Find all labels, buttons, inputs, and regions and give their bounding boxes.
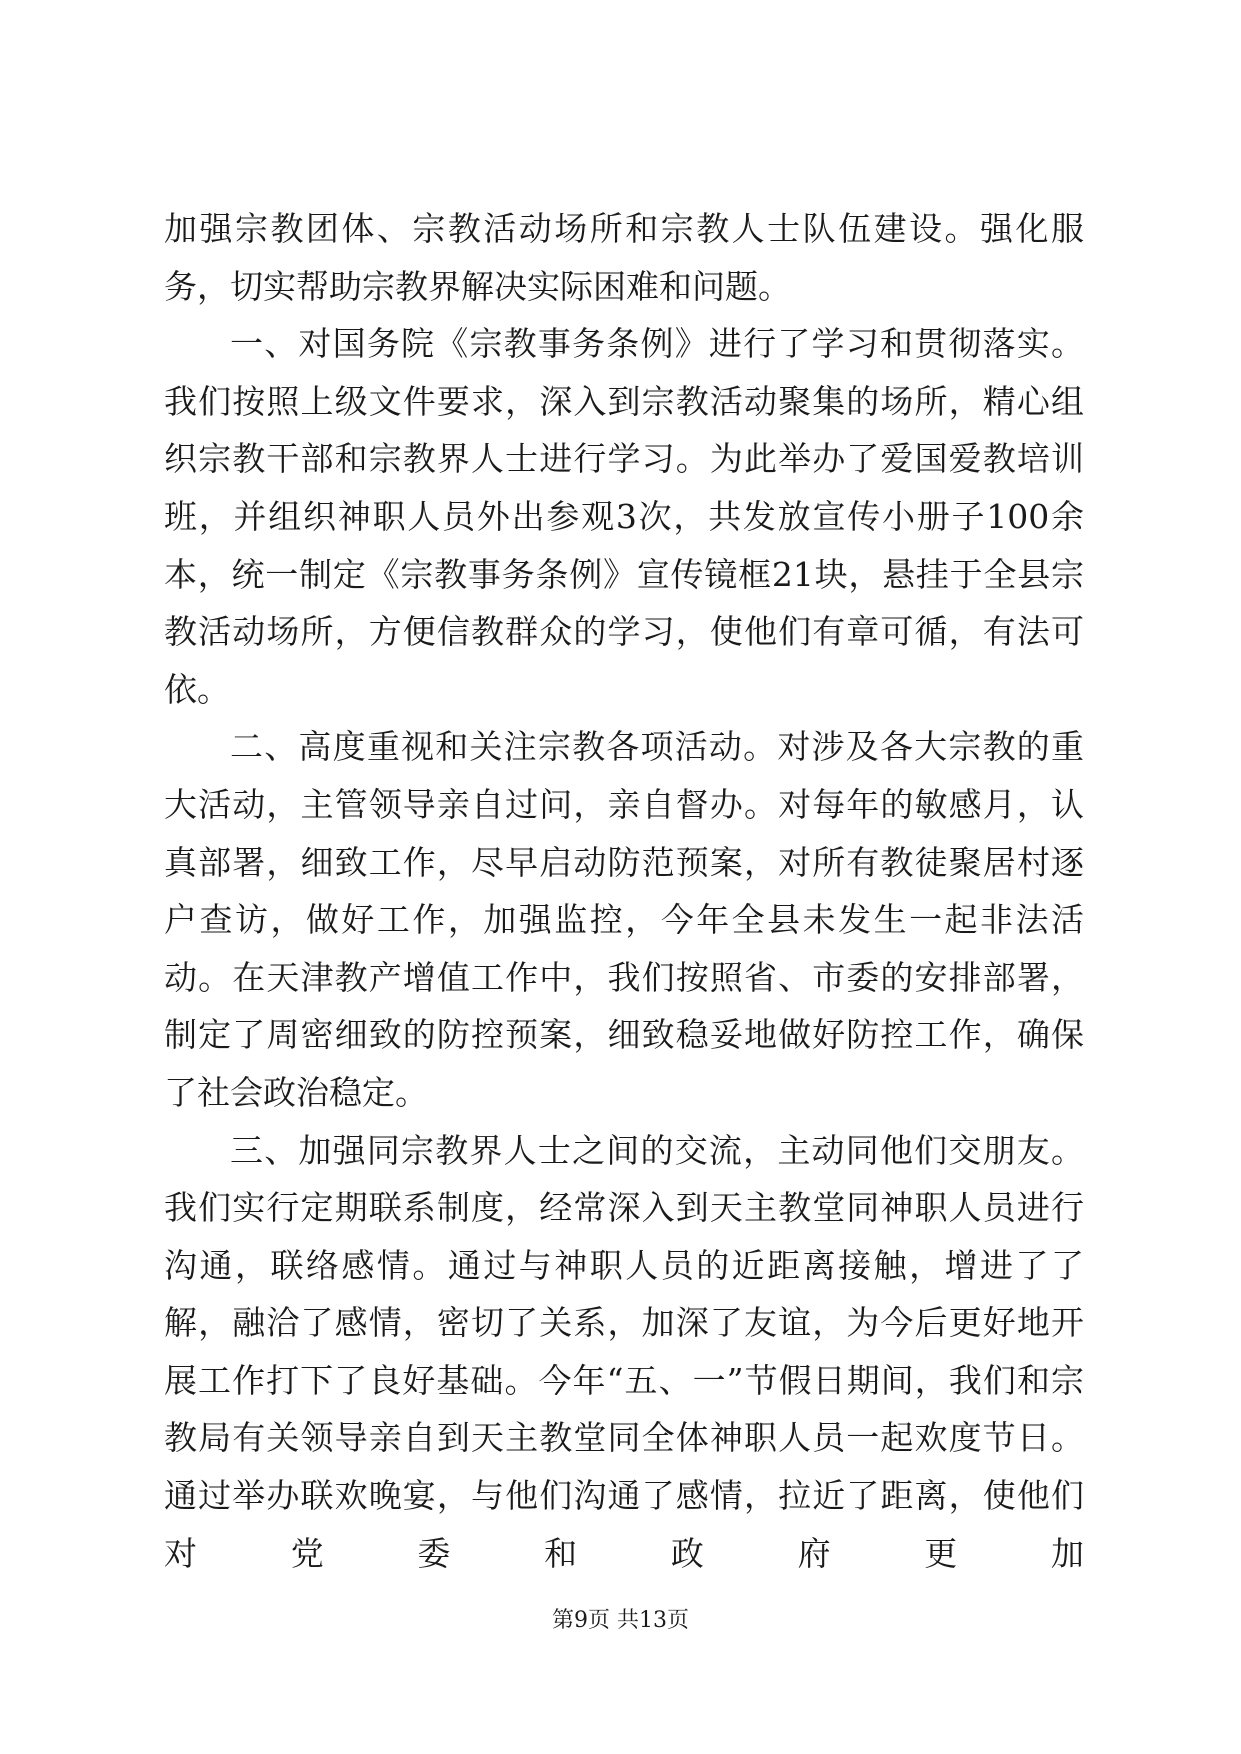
paragraph-section-two: 二、高度重视和关注宗教各项活动。对涉及各大宗教的重大活动，主管领导亲自过问，亲自督办。对每年的敏感月，认真部署，细致工作，尽早启动防范预案，对所有教徒聚居村逐户查访，做好工作，加强监控，今年全县未发生一起非法活动。在天津教产增值工作中，我们按照省、市委的安排部署，制定了周密细致的防控预案，细致稳妥地做好防控工作，确保了社会政治稳定。 <box>164 727 1084 1112</box>
document-body <box>164 200 1084 1582</box>
paragraph-continuation: 加强宗教团体、宗教活动场所和宗教人士队伍建设。强化服务，切实帮助宗教界解决实际困难和问题。 <box>164 209 1084 306</box>
paragraph-section-one: 一、对国务院《宗教事务条例》进行了学习和贯彻落实。我们按照上级文件要求，深入到宗教活动聚集的场所，精心组织宗教干部和宗教界人士进行学习。为此举办了爱国爱教培训班，并组织神职人员外出参观3次，共发放宣传小册子100余本，统一制定《宗教事务条例》宣传镜框21块，悬挂于全县宗教活动场所，方便信教群众的学习，使他们有章可循，有法可依。 <box>164 324 1084 709</box>
paragraph-section-three: 三、加强同宗教界人士之间的交流，主动同他们交朋友。我们实行定期联系制度，经常深入到天主教堂同神职人员进行沟通，联络感情。通过与神职人员的近距离接触，增进了了解，融洽了感情，密切了关系，加深了友谊，为今后更好地开展工作打下了良好基础。今年“五、一”节假日期间，我们和宗教局有关领导亲自到天主教堂同全体神职人员一起欢度节日。通过举办联欢晚宴，与他们沟通了感情，拉近了距离，使他们对党委和政府更加 <box>164 1130 1084 1573</box>
page-number-footer: 第9页 共13页 <box>552 1608 689 1633</box>
